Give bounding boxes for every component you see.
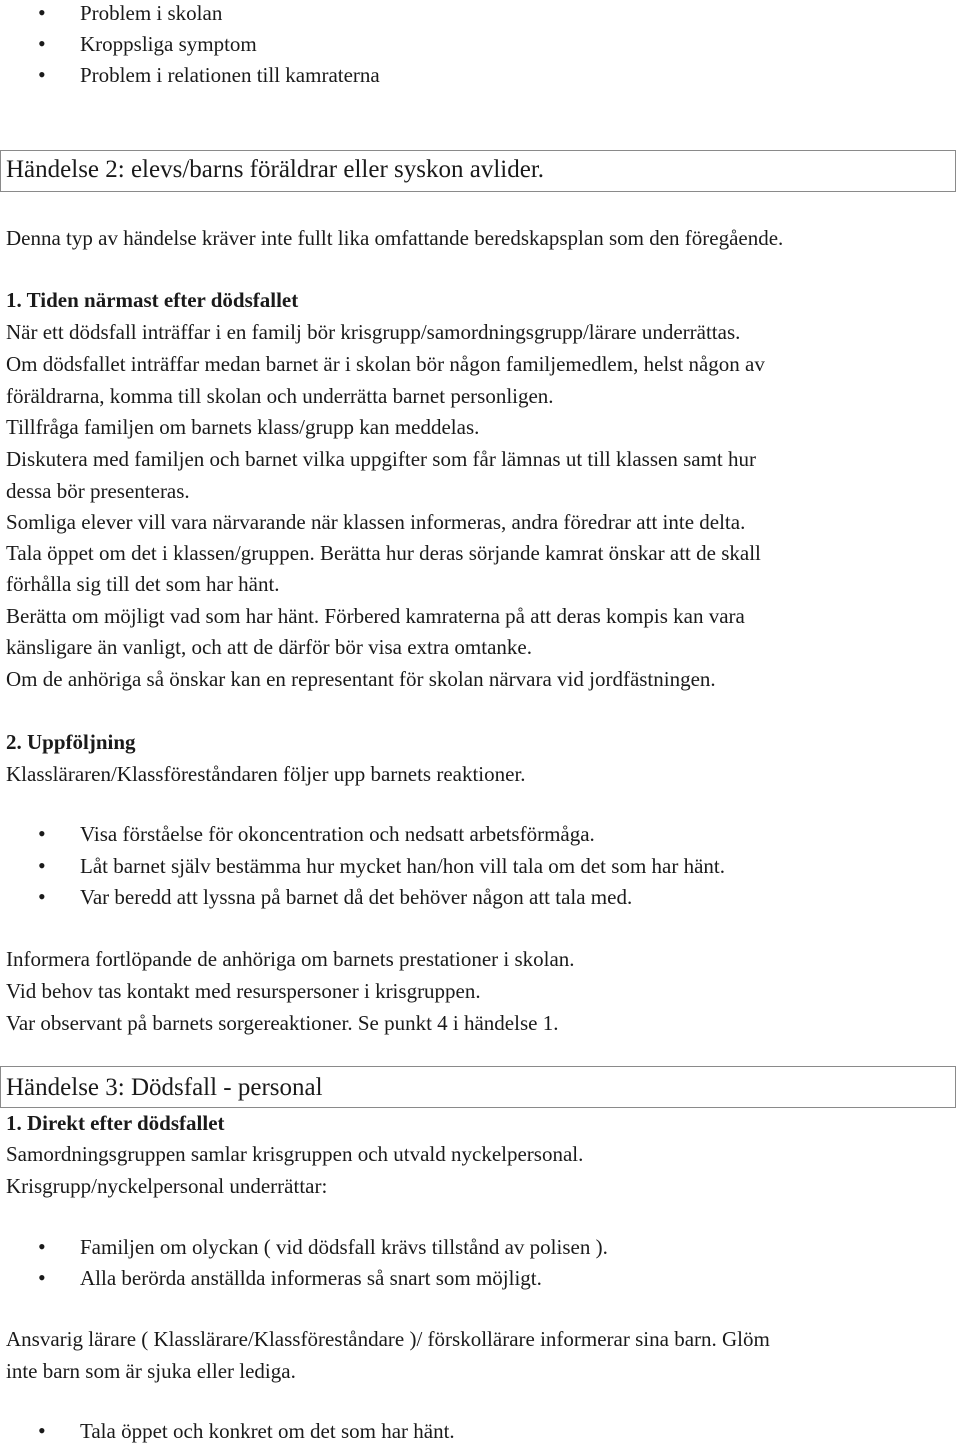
bullet-icon: • <box>38 853 46 878</box>
section-2-heading: Händelse 2: elevs/barns föräldrar eller syskon avlider. <box>0 150 956 192</box>
paragraph-line: När ett dödsfall inträffar i en familj bör krisgrupp/samordningsgrupp/lärare underrättas. <box>6 320 741 344</box>
subsection-title: 2. Uppföljning <box>6 730 136 754</box>
section-3-heading: Händelse 3: Dödsfall - personal <box>0 1066 956 1108</box>
bullet-icon: • <box>38 1418 46 1443</box>
bullet-icon: • <box>38 0 46 25</box>
bullet-icon: • <box>38 1234 46 1259</box>
paragraph-line: Vid behov tas kontakt med resurspersoner i krisgruppen. <box>6 979 481 1003</box>
paragraph-line: Krisgrupp/nyckelpersonal underrättar: <box>6 1174 328 1198</box>
paragraph-line: Ansvarig lärare ( Klasslärare/Klassföreståndare )/ förskollärare informerar sina barn. Glöm <box>6 1327 770 1351</box>
paragraph-line: Om dödsfallet inträffar medan barnet är i skolan bör någon familjemedlem, helst någon av <box>6 352 765 376</box>
bullet-icon: • <box>38 884 46 909</box>
paragraph-line: Tala öppet om det i klassen/gruppen. Berätta hur deras sörjande kamrat önskar att de skall <box>6 541 761 565</box>
paragraph-line: känsligare än vanligt, och att de därför bör visa extra omtanke. <box>6 635 532 659</box>
paragraph-line: Diskutera med familjen och barnet vilka uppgifter som får lämnas ut till klassen samt hur <box>6 447 756 471</box>
subsection-title: 1. Tiden närmast efter dödsfallet <box>6 288 299 312</box>
bullet-icon: • <box>38 1265 46 1290</box>
paragraph-line: inte barn som är sjuka eller lediga. <box>6 1359 296 1383</box>
paragraph-line: dessa bör presenteras. <box>6 479 190 503</box>
paragraph-line: Samordningsgruppen samlar krisgruppen och utvald nyckelpersonal. <box>6 1142 584 1166</box>
paragraph-line: Om de anhöriga så önskar kan en representant för skolan närvara vid jordfästningen. <box>6 667 716 691</box>
subsection-title: 1. Direkt efter dödsfallet <box>6 1111 225 1135</box>
bullet-icon: • <box>38 821 46 846</box>
paragraph-line: Klassläraren/Klassföreståndaren följer upp barnets reaktioner. <box>6 762 526 786</box>
bullet-icon: • <box>38 31 46 56</box>
paragraph-line: förhålla sig till det som har hänt. <box>6 572 280 596</box>
paragraph-line: Informera fortlöpande de anhöriga om barnets prestationer i skolan. <box>6 947 575 971</box>
section-2-intro: Denna typ av händelse kräver inte fullt lika omfattande beredskapsplan som den föregående. <box>6 226 784 250</box>
paragraph-line: Berätta om möjligt vad som har hänt. Förbered kamraterna på att deras kompis kan vara <box>6 604 745 628</box>
paragraph-line: Tillfråga familjen om barnets klass/grupp kan meddelas. <box>6 415 480 439</box>
paragraph-line: Var observant på barnets sorgereaktioner. Se punkt 4 i händelse 1. <box>6 1011 559 1035</box>
paragraph-line: Somliga elever vill vara närvarande när klassen informeras, andra föredrar att inte delta. <box>6 510 746 534</box>
paragraph-line: föräldrarna, komma till skolan och underrätta barnet personligen. <box>6 384 554 408</box>
bullet-icon: • <box>38 62 46 87</box>
